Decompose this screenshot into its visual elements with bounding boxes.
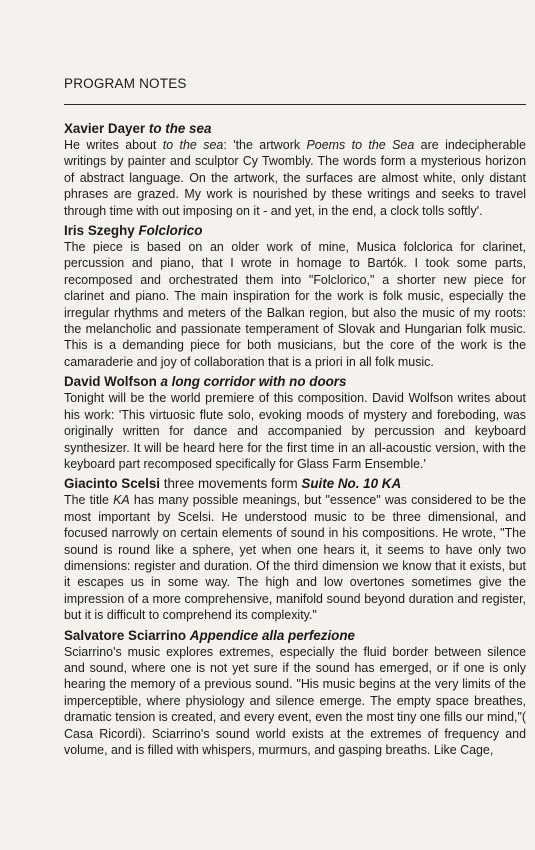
italic-title-reference: Poems to the Sea [306, 138, 415, 152]
entry-title [64, 475, 526, 492]
entry-body: The piece is based on an older work of mine, Musica folclorica for clarinet, percussion and piano, that I wrote in homage to Bartók. I took some parts, recomposed and orchestrated them into "Folclorico," a shorter new piece for clarinet and piano. The main inspiration for the work is folk music, especially the irregular rhythms and meters of the Balkan region, but also the music of my roots: the melancholic and passionate temperament of Slovak and Hungarian folk music. This is a demanding piece for both musicians, but the core of the work is the camaraderie and joy of collaboration that is a priori in all folk music. [64, 240, 526, 369]
composer-name: Salvatore Sciarrino [64, 627, 187, 643]
entry-body: The title KA has many possible meanings, but "essence" was considered to be the most important by Scelsi. He understood music to be three dimensional, and focused narrowly on certain elements of sound in his compositions. He wrote, "The sound is round like a sphere, yet when one hears it, it seems to have only two dimensions: register and duration. Of the third dimension we know that it exists, but it escapes us in some way. The high and low overtones sometimes give the impression of a more comprehensive, manifold sound beyond duration and register, but it is difficult to comprehend its complexity." [64, 493, 526, 623]
italic-title-reference: KA [113, 493, 130, 508]
composer-name: David Wolfson [64, 374, 157, 390]
program-note-entry [64, 222, 526, 370]
program-note-entry [64, 475, 526, 623]
work-title: a long corridor with no doors [160, 374, 347, 390]
entry-body: Tonight will be the world premiere of this composition. David Wolfson writes about his work: 'This virtuosic flute solo, evoking moods of mystery and foreboding, was originally written for dance and accompanied by percussion and keyboard synthesizer. It will be heard here for the first time in an all-acoustic version, with the keyboard part recomposed specifically for Glass Farm Ensemble.' [64, 391, 526, 471]
work-title: Suite No. 10 KA [301, 476, 402, 492]
composer-name: Giacinto Scelsi [64, 476, 161, 492]
entry-body: Sciarrino's music explores extremes, especially the fluid border between silence and sound, where one is not yet sure if the sound has emerged, or if one is only hearing the memory of a previous sound. "His music begins at the very limits of the imperceptible, where physiology and silence emerge. The empty space breathes, dramatic tension is created, and every event, even the most tiny one fills our mind,"( Casa Ricordi). Sciarrino's sound world exists at the extremes of frequency and volume, and is filled with whispers, murmurs, and gasping breaths. Like Cage, [64, 644, 526, 757]
header-rule [64, 104, 526, 105]
program-note-entry [64, 373, 526, 472]
entry-title [64, 222, 526, 239]
entry-title [64, 373, 526, 390]
notes-content [64, 120, 526, 761]
work-title: to the sea [148, 121, 212, 136]
entry-body: He writes about to the sea: 'the artwork Poems to the Sea are indecipherable writings by painter and sculptor Cy Twombly. The words form a mysterious horizon of abstract language. On the artwork, the surfaces are almost white, only distant phrases are grazed. My work is nourished by these writings and seeks to travel through time with out imposing on it - and yet, in the end, a clock tolls softly'. [64, 138, 526, 218]
page-header: PROGRAM NOTES [64, 76, 187, 91]
entry-title [64, 120, 526, 137]
work-title: Folclorico [138, 223, 203, 239]
program-note-entry [64, 627, 526, 759]
composer-name: Xavier Dayer [64, 121, 146, 136]
composer-name: Iris Szeghy [64, 223, 135, 239]
italic-title-reference: to the sea [162, 138, 224, 152]
program-note-entry [64, 120, 526, 219]
title-extra-text: three movements form [160, 476, 302, 492]
work-title: Appendice alla perfezione [189, 627, 355, 643]
entry-title [64, 627, 526, 644]
